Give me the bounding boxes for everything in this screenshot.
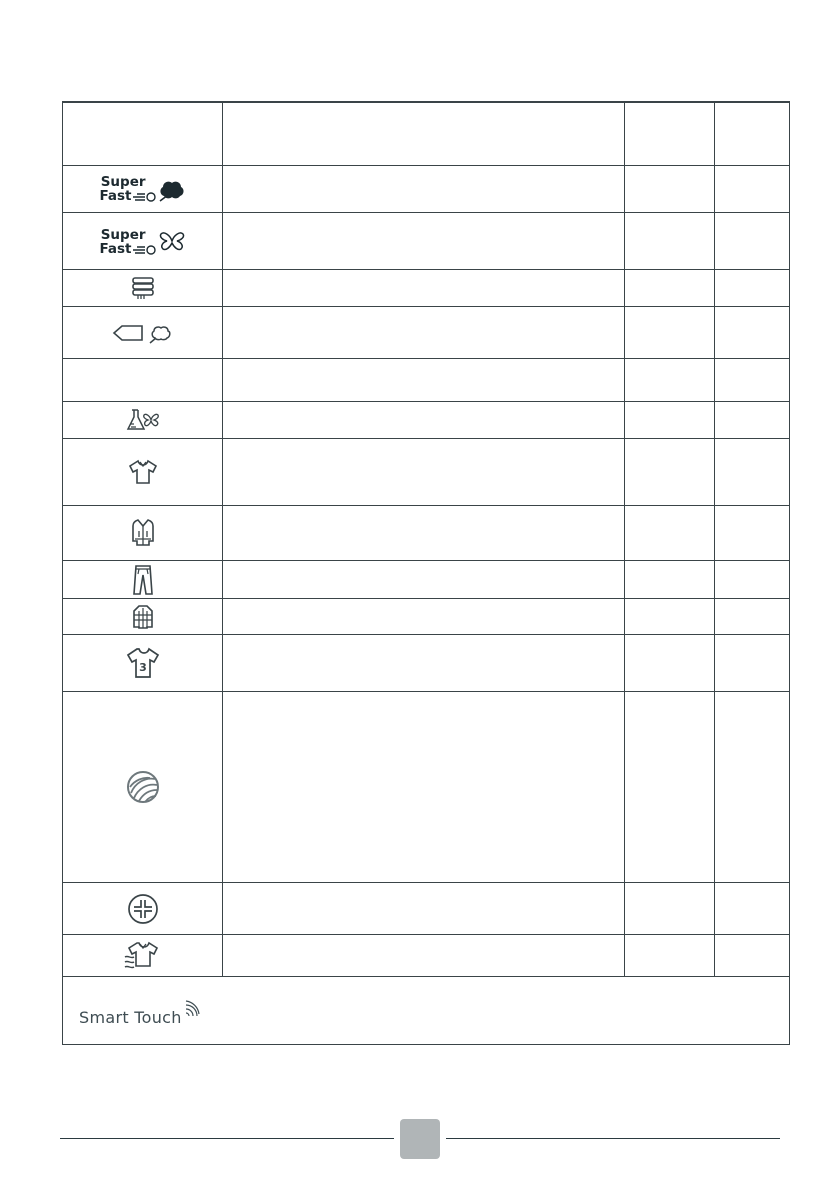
- speed-lines-icon: [132, 242, 158, 256]
- programme-icon-cell: [63, 213, 222, 270]
- table-row-hygiene: [63, 882, 789, 934]
- svg-text:3: 3: [138, 661, 147, 674]
- polo-shirt-icon: [128, 459, 158, 485]
- cotton-boll-icon: [158, 176, 186, 202]
- table-row-shirts: [63, 438, 789, 505]
- butterfly-icon: [158, 227, 186, 257]
- table-row-wool: [63, 691, 789, 882]
- table-row-eco-cotton: [63, 306, 789, 358]
- fast-label: Fast: [99, 188, 132, 204]
- table-header-row: [63, 102, 789, 166]
- table-row-rinse: [63, 934, 789, 976]
- table-row-super-fast-synthetic: [63, 212, 789, 270]
- programme-icon-cell: [63, 599, 222, 634]
- flask-butterfly-icon: [124, 407, 162, 433]
- table-row-empty: [63, 358, 789, 401]
- programme-icon-cell: [63, 692, 222, 882]
- programme-icon-cell: [63, 935, 222, 976]
- quilted-jacket-icon: [131, 604, 155, 630]
- super-label: Super: [100, 174, 146, 190]
- jacket-icon: [130, 517, 156, 549]
- smart-touch-logo: [79, 999, 200, 1027]
- footer-rule-left: [60, 1138, 394, 1139]
- super-label: Super: [100, 226, 146, 243]
- table-row-outerwear: [63, 505, 789, 560]
- programme-table: [62, 101, 790, 1045]
- table-row-down-jacket: [63, 598, 789, 634]
- tag-cotton-icon: [111, 320, 175, 346]
- programme-icon-cell: [63, 166, 222, 212]
- programme-icon-cell: [63, 307, 222, 358]
- table-row-smart-touch: [63, 976, 789, 1046]
- wireless-signal-icon: [184, 999, 200, 1019]
- wool-ball-icon: [125, 769, 161, 805]
- footer-rule-right: [446, 1138, 780, 1139]
- programme-icon-cell: [63, 506, 222, 560]
- fast-label: Fast: [99, 240, 132, 257]
- towels-icon: [130, 275, 156, 301]
- smart-touch-label: Smart Touch: [79, 1008, 182, 1027]
- programme-icon-cell: [63, 883, 222, 934]
- programme-icon-cell: [63, 635, 222, 691]
- table-row-sport: [63, 634, 789, 691]
- page-number-tab: [400, 1119, 440, 1159]
- hygiene-cross-icon: [127, 893, 159, 925]
- programme-icon-cell: [63, 270, 222, 306]
- jeans-icon: [132, 564, 154, 596]
- programme-icon-cell: [63, 402, 222, 438]
- jersey-3-icon: [126, 647, 160, 679]
- table-row-super-fast-cotton: [63, 165, 789, 212]
- programme-icon-cell: [63, 439, 222, 505]
- table-row-towels: [63, 269, 789, 306]
- table-row-mixed-synthetic: [63, 401, 789, 438]
- programme-icon-cell: [63, 561, 222, 598]
- speed-lines-icon: [132, 189, 158, 203]
- table-row-jeans: [63, 560, 789, 598]
- shirt-water-icon: [123, 941, 163, 971]
